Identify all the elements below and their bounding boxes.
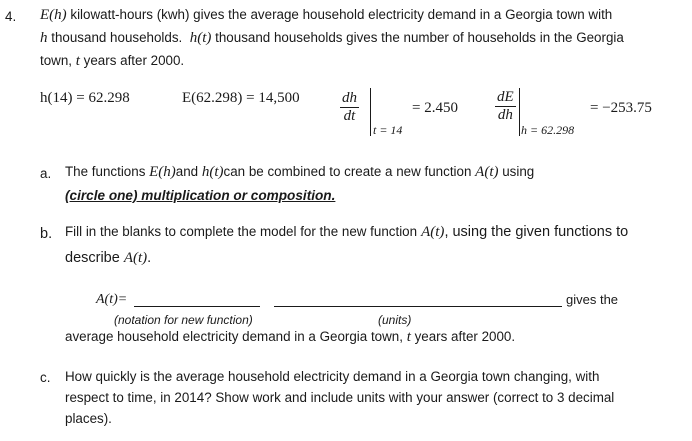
function-A-of-t: A(t): [123, 250, 148, 266]
part-a-text: using: [502, 164, 535, 179]
function-E-of-h: E(h): [40, 7, 67, 23]
function-A-of-t: A(t): [421, 224, 445, 240]
problem-text: kilowatt-hours (kwh) gives the average household electricity demand in a Georgia town with: [70, 7, 613, 22]
part-b-letter: b.: [40, 226, 53, 242]
derivative-dE-dh: [495, 89, 516, 124]
part-a-instruction: (circle one) multiplication or composition.: [65, 188, 336, 203]
part-c-line-3: places).: [65, 411, 112, 426]
problem-text: thousand households.: [51, 30, 183, 45]
part-c-letter: c.: [40, 370, 51, 385]
notation-blank[interactable]: [134, 306, 260, 307]
part-b-text: Fill in the blanks to complete the model for the new function: [65, 224, 418, 239]
part-c-line-1: How quickly is the average household electricity demand in a Georgia town changing, with: [65, 369, 600, 384]
part-c-line-2: respect to time, in 2014? Show work and include units with your answer (correct to 3 decimal: [65, 390, 615, 405]
function-h-of-t: h(t): [189, 30, 212, 46]
part-a-text: and: [175, 164, 199, 179]
part-b-text: , using the given functions to: [444, 224, 629, 240]
part-b-text: describe: [65, 250, 120, 266]
part-b-text: .: [147, 250, 152, 266]
part-a-text: The functions: [65, 164, 146, 179]
problem-text: thousand households gives the number of households in the Georgia: [215, 30, 624, 45]
part-b-line-2: [65, 250, 151, 267]
derivative-denominator: dt: [343, 108, 356, 124]
notation-label: (notation for new function): [114, 313, 253, 327]
model-lhs: A(t)=: [96, 292, 128, 307]
given-E-of-62298: E(62.298) = 14,500: [182, 90, 300, 106]
gives-the-text: gives the: [566, 292, 619, 307]
eval-point-h: h = 62.298: [521, 123, 575, 137]
given-h-of-14: h(14) = 62.298: [40, 90, 130, 106]
evaluation-bar: [370, 88, 371, 136]
units-label: (units): [378, 313, 412, 327]
problem-number: 4.: [5, 9, 17, 24]
part-b-line-end: [65, 329, 515, 346]
function-A-of-t: A(t): [475, 164, 499, 180]
derivative-dh-dt-value: = 2.450: [412, 100, 458, 116]
derivative-dh-dt: [340, 90, 359, 125]
part-b-line-1: [65, 224, 628, 241]
variable-t: t: [406, 329, 411, 345]
variable-t: t: [75, 53, 80, 69]
derivative-numerator: dE: [497, 89, 514, 105]
derivative-denominator: dh: [497, 107, 513, 123]
problem-line-1: [40, 7, 612, 24]
function-E-of-h: E(h): [149, 164, 176, 180]
problem-line-2: [40, 30, 624, 47]
units-blank[interactable]: [274, 306, 562, 307]
problem-line-3: [40, 53, 184, 70]
part-b-text: average household electricity demand in a Georgia town,: [65, 329, 403, 344]
evaluation-bar: [519, 88, 520, 136]
derivative-dE-dh-value: = −253.75: [590, 100, 652, 116]
function-h-of-t: h(t): [201, 164, 224, 180]
problem-text: years after 2000.: [83, 53, 185, 68]
eval-point-t: t = 14: [373, 123, 403, 137]
part-a-letter: a.: [40, 166, 52, 181]
problem-text: town,: [40, 53, 73, 68]
part-b-text: years after 2000.: [414, 329, 516, 344]
derivative-numerator: dh: [342, 90, 357, 106]
part-a-line-1: [65, 164, 534, 181]
part-a-text: can be combined to create a new function: [223, 164, 472, 179]
variable-h: h: [40, 30, 48, 46]
